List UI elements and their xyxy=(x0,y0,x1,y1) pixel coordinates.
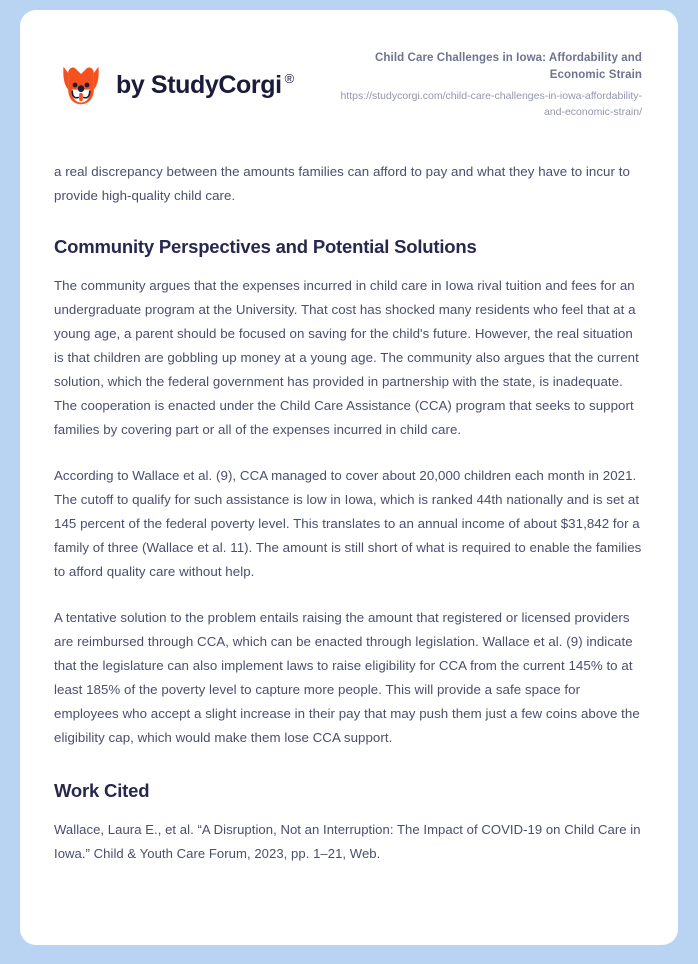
citation-entry: Wallace, Laura E., et al. “A Disruption, Not an Interruption: The Impact of COVID-19 on Child Care in Iowa.” Child & Youth Care Forum, 2023, pp. 1–21, Web. xyxy=(54,822,641,861)
works-cited-heading: Work Cited xyxy=(54,780,150,801)
document-body xyxy=(20,160,678,866)
brand-logo-group[interactable] xyxy=(50,62,294,108)
document-card xyxy=(20,10,678,945)
intro-paragraph: a real discrepancy between the amounts families can afford to pay and what they have to incur to provide high-quality child care. xyxy=(54,164,630,203)
body-paragraph-2: According to Wallace et al. (9), CCA managed to cover about 20,000 children each month in 2021. The cutoff to qualify for such assistance is low in Iowa, which is ranked 44th nationally and is set at 145 percent of the federal poverty level. This translates to an annual income of about $31,842 for a family of three (Wallace et al. 11). The amount is still short of what is required to enable the families to afford quality care without help. xyxy=(54,468,642,579)
body-paragraph-3: A tentative solution to the problem entails raising the amount that registered or licensed providers are reimbursed through CCA, which can be enacted through legislation. Wallace et al. (9) indicate that the legislature can also implement laws to raise eligibility for CCA from the current 145% to at least 185% of the poverty level to capture more people. This will provide a safe space for employees who accept a slight increase in their pay that may push them just a few coins above the eligibility cap, which would make them lose CCA support. xyxy=(54,610,640,745)
source-url[interactable]: https://studycorgi.com/child-care-challenges-in-iowa-affordability-and-economic-strain/ xyxy=(340,90,642,118)
corgi-face-icon xyxy=(58,62,104,108)
section-heading: Community Perspectives and Potential Solutions xyxy=(54,236,477,257)
page-title: Child Care Challenges in Iowa: Affordability and Economic Strain xyxy=(375,52,642,81)
brand-wordmark xyxy=(116,71,294,100)
brand-name: by StudyCorgi xyxy=(116,70,282,99)
registered-trademark-icon: ® xyxy=(284,70,294,86)
document-meta xyxy=(338,50,648,120)
document-header xyxy=(20,10,678,160)
body-paragraph-1: The community argues that the expenses incurred in child care in Iowa rival tuition and fees for an undergraduate program at the University. That cost has shocked many residents who feel that at a young age, a parent should be focused on saving for the child's future. However, the real situation is that children are gobbling up money at a young age. The community also argues that the current solution, which the federal government has provided in partnership with the state, is inadequate. The cooperation is enacted under the Child Care Assistance (CCA) program that seeks to support families by covering part or all of the expenses incurred in child care. xyxy=(54,278,639,437)
